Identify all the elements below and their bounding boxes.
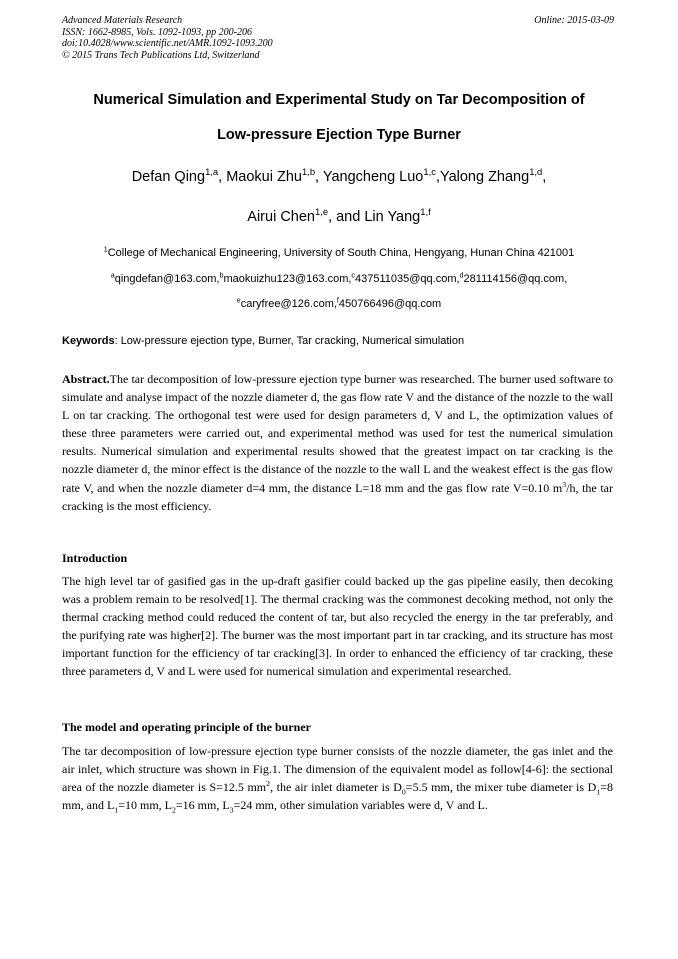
author-name: Airui Chen <box>247 209 315 225</box>
model-text: =5.5 mm, the mixer tube diameter is D <box>405 780 597 795</box>
affiliation-text: College of Mechanical Engineering, University of South China, Hengyang, Hunan China 421001 <box>107 247 575 259</box>
email-address: caryfree@126.com <box>240 298 334 310</box>
keywords-text: : Low-pressure ejection type, Burner, Tar cracking, Numerical simulation <box>114 335 465 347</box>
email-line-1 <box>30 272 648 286</box>
author-sep: , <box>542 169 547 185</box>
author-name: Yalong Zhang <box>439 169 530 185</box>
abstract-label: Abstract. <box>62 372 110 386</box>
email-line-2 <box>30 297 648 311</box>
model-text: =8 mm, and L <box>62 780 613 813</box>
author-sup: 1,c <box>423 166 436 178</box>
email-sup: b <box>219 271 224 280</box>
email-sup: a <box>110 271 115 280</box>
email-sup: e <box>236 296 241 305</box>
issn-line: ISSN: 1662-8985, Vols. 1092-1093, pp 200-206 <box>62 26 252 38</box>
author-sup: 1,b <box>301 166 316 178</box>
email-sup: c <box>351 271 355 280</box>
email-sep: , <box>333 298 337 310</box>
email-address: maokuizhu123@163.com <box>223 273 349 285</box>
author-sep: , <box>435 169 440 185</box>
affiliation-sup: 1 <box>103 245 108 254</box>
author-name: Lin Yang <box>364 209 421 225</box>
model-text: =10 mm, L <box>118 798 172 813</box>
doi-line: doi:10.4028/www.scientific.net/AMR.1092-1093.200 <box>62 38 273 49</box>
author-sup: 1,f <box>420 206 431 218</box>
email-sep: , <box>216 273 220 285</box>
model-sub: 3 <box>229 805 234 815</box>
model-sub: 2 <box>172 805 176 815</box>
copyright-line: © 2015 Trans Tech Publications Ltd, Switzerland <box>62 49 260 61</box>
abstract-text-end: /h, the tar cracking is the most efficiency. <box>62 480 614 513</box>
email-sup: d <box>459 271 464 280</box>
keywords-label: Keywords <box>62 335 115 347</box>
abstract-unit-sup: 3 <box>562 479 567 489</box>
email-address: 437511035@qq.com <box>355 273 457 285</box>
model-text: =16 mm, L <box>175 798 230 813</box>
model-heading: The model and operating principle of the burner <box>62 720 312 734</box>
online-date: Online: 2015-03-09 <box>534 15 614 26</box>
keywords-line <box>62 334 464 348</box>
model-text: =24 mm, other simulation variables were d, V and L. <box>233 798 488 813</box>
model-sub: 0 <box>401 787 406 797</box>
journal-name: Advanced Materials Research <box>62 15 183 26</box>
model-paragraph <box>62 742 613 814</box>
paper-title-line-2: Low-pressure Ejection Type Burner <box>217 127 461 143</box>
email-sep: , <box>456 273 460 285</box>
paper-title-line-1: Numerical Simulation and Experimental Study on Tar Decomposition of <box>93 92 585 108</box>
author-sep: , and <box>328 209 365 225</box>
model-sub: 1 <box>596 787 601 797</box>
email-sep: , <box>564 273 568 285</box>
model-text: The tar decomposition of low-pressure ejection type burner consists of the nozzle diameter, the gas inlet and the air inlet, which structure was shown in Fig.1. The dimension of the equivalent model as follow[4-6]: the sectional area of the nozzle diameter is S=12.5 mm <box>62 744 613 795</box>
author-sup: 1,e <box>314 206 329 218</box>
author-line-2 <box>30 208 648 226</box>
email-address: 281114156@qq.com <box>463 273 565 285</box>
author-line-1 <box>30 168 648 186</box>
model-sub: 1 <box>114 805 119 815</box>
abstract-paragraph <box>62 370 613 515</box>
affiliation <box>30 246 648 260</box>
author-sep: , <box>315 169 323 185</box>
author-name: Defan Qing <box>131 169 206 185</box>
abstract-text: The tar decomposition of low-pressure ejection type burner was researched. The burner used software to simulate and analyse impact of the nozzle diameter d, the gas flow rate V and the distance of the nozzle to the wall L on tar cracking. The orthogonal test were used for design parameters d, V and L, the optimization values of these three parameters were carried out, and experimental method was used for test the numerical simulation results. Numerical simulation and experimental results showed that the greatest impact on tar cracking is the nozzle diameter d, the minor effect is the distance of the nozzle to the wall L and the weakest effect is the gas flow rate V, and when the nozzle diameter d=4 mm, the distance L=18 mm and the gas flow rate V=0.10 m <box>62 372 613 495</box>
journal-header <box>62 15 273 61</box>
author-name: Yangcheng Luo <box>322 169 424 185</box>
email-address: qingdefan@163.com <box>114 273 217 285</box>
email-address: 450766496@qq.com <box>338 298 442 310</box>
email-sep: , <box>348 273 352 285</box>
email-sup: f <box>336 296 339 305</box>
author-sep: , <box>218 169 227 185</box>
author-sup: 1,a <box>205 166 219 178</box>
introduction-heading: Introduction <box>62 551 128 565</box>
model-sup: 2 <box>266 779 271 789</box>
author-name: Maokui Zhu <box>226 169 302 185</box>
introduction-paragraph: The high level tar of gasified gas in the up-draft gasifier could backed up the gas pipeline easily, then decoking was a problem remain to be resolved[1]. The thermal cracking was the commonest decoking method, not only the thermal cracking method could reduced the content of tar, but also recycled the energy in the tar preferably, and the purifying rate was higher[2]. The burner was the most important part in tar cracking, and its structure has most important function for the efficiency of tar cracking[3]. In order to enhanced the efficiency of tar cracking, these three parameters d, V and L were used for numerical simulation and experimental researched. <box>62 574 613 679</box>
author-sup: 1,d <box>529 166 543 178</box>
model-text: , the air inlet diameter is D <box>270 780 402 795</box>
